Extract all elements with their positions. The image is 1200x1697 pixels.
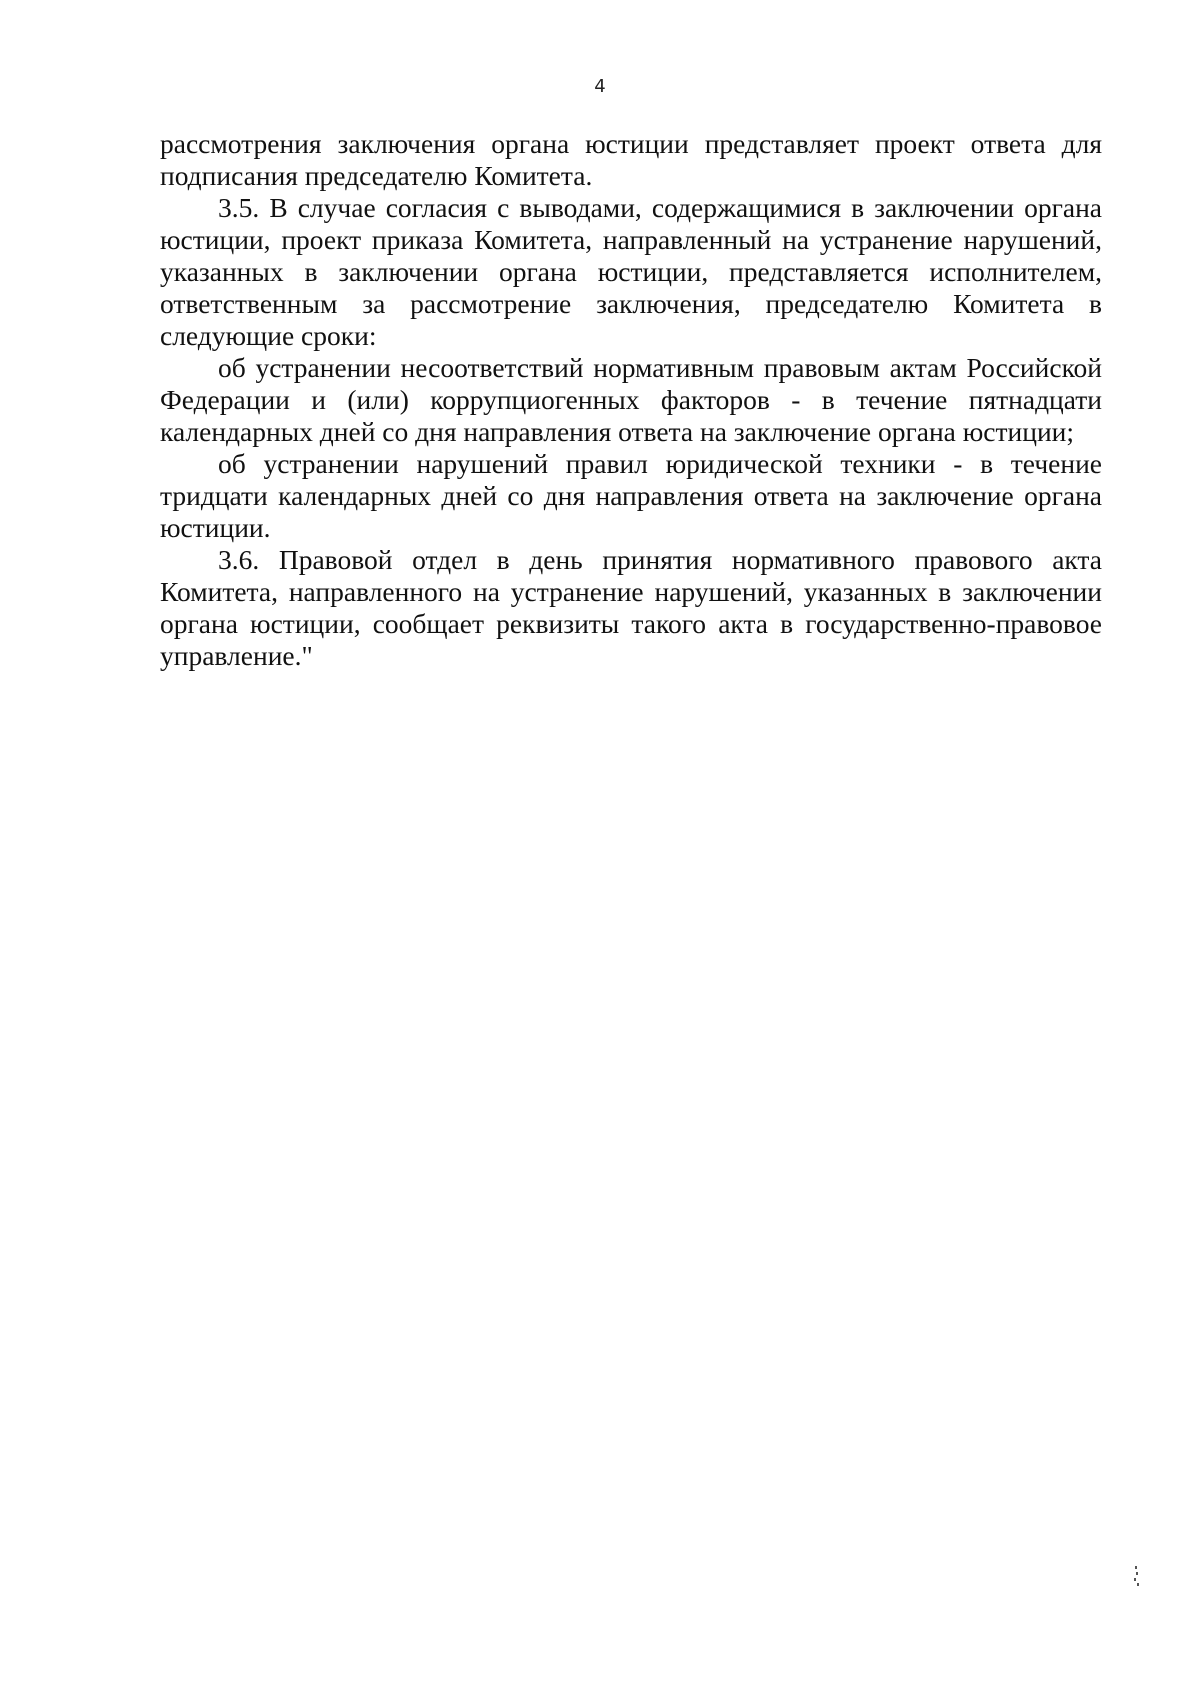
paragraph-3-5: 3.5. В случае согласия с выводами, содержащимися в заключении органа юстиции, проект приказа Комитета, направленный на устранение нарушений, указанных в заключении органа юстиции, представляется исполнителем, ответственным за рассмотрение заключения, председателю Комитета в следующие сроки:: [160, 192, 1102, 351]
page-number: 4: [594, 76, 606, 97]
paragraph-continuation: рассмотрения заключения органа юстиции представляет проект ответа для подписания председателю Комитета.: [160, 128, 1102, 191]
document-body: [160, 128, 1102, 672]
paragraph-deadline-15-days: об устранении несоответствий нормативным правовым актам Российской Федерации и (или) коррупциогенных факторов - в течение пятнадцати календарных дней со дня направления ответа на заключение органа юстиции;: [160, 352, 1102, 447]
scan-artifact-mark: [1133, 1566, 1141, 1588]
paragraph-3-6: 3.6. Правовой отдел в день принятия нормативного правового акта Комитета, направленного на устранение нарушений, указанных в заключении органа юстиции, сообщает реквизиты такого акта в государственно-правовое управление.": [160, 544, 1102, 671]
paragraph-deadline-30-days: об устранении нарушений правил юридической техники - в течение тридцати календарных дней со дня направления ответа на заключение органа юстиции.: [160, 448, 1102, 543]
